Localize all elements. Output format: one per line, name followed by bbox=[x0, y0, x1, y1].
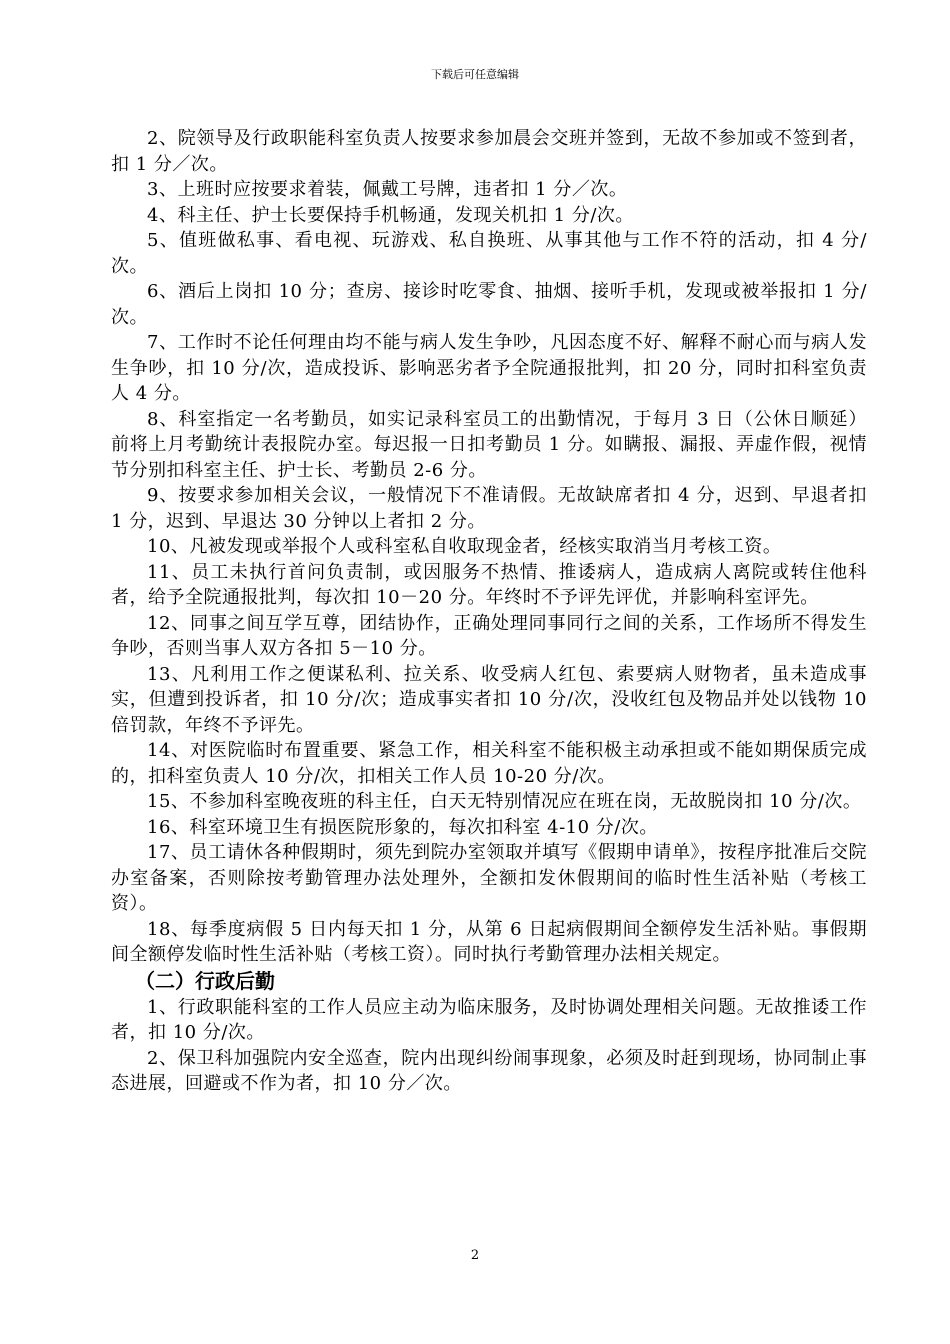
paragraph-item-8: 8、科室指定一名考勤员，如实记录科室员工的出勤情况，于每月 3 日（公休日顺延）前将上月考勤统计表报院办室。每迟报一日扣考勤员 1 分。如瞒报、漏报、弄虚作假，视情节分别扣科室主任、护士长、考勤员 2-6 分。 bbox=[111, 408, 867, 481]
paragraph-item-9: 9、按要求参加相关会议，一般情况下不准请假。无故缺席者扣 4 分，迟到、早退者扣 1 分，迟到、早退达 30 分钟以上者扣 2 分。 bbox=[111, 485, 867, 532]
admin-paragraph-item-1: 1、行政职能科室的工作人员应主动为临床服务，及时协调处理相关问题。无故推诿工作者，扣 10 分/次。 bbox=[111, 996, 867, 1043]
paragraph-item-14: 14、对医院临时布置重要、紧急工作，相关科室不能积极主动承担或不能如期保质完成的，扣科室负责人 10 分/次，扣相关工作人员 10-20 分/次。 bbox=[111, 740, 867, 787]
paragraph-item-16: 16、科室环境卫生有损医院形象的，每次扣科室 4-10 分/次。 bbox=[147, 816, 658, 838]
paragraph-item-3: 3、上班时应按要求着装，佩戴工号牌，违者扣 1 分／次。 bbox=[147, 179, 628, 200]
paragraph-item-11: 11、员工未执行首问负责制，或因服务不热情、推诿病人，造成病人离院或转住他科者，给予全院通报批判，每次扣 10－20 分。年终时不予评先评优，并影响科室评先。 bbox=[111, 561, 867, 608]
admin-paragraph-item-2: 2、保卫科加强院内安全巡查，院内出现纠纷闹事现象，必须及时赶到现场，协同制止事态进展，回避或不作为者，扣 10 分／次。 bbox=[111, 1047, 867, 1094]
paragraph-item-15: 15、不参加科室晚夜班的科主任，白天无特别情况应在班在岗，无故脱岗扣 10 分/次。 bbox=[147, 791, 862, 812]
page-number: 2 bbox=[470, 1248, 480, 1263]
paragraph-item-5: 5、值班做私事、看电视、玩游戏、私自换班、从事其他与工作不符的活动，扣 4 分/次。 bbox=[111, 230, 867, 277]
section-heading: （二）行政后勤 bbox=[135, 968, 275, 993]
paragraph-item-17: 17、员工请休各种假期时，须先到院办室领取并填写《假期申请单》，按程序批准后交院办室备案，否则除按考勤管理办法处理外，全额扣发休假期间的临时性生活补贴（考核工资）。 bbox=[111, 842, 867, 914]
header-note: 下载后可任意编辑 bbox=[431, 68, 519, 81]
document-body bbox=[111, 126, 867, 1097]
paragraph-item-13: 13、凡利用工作之便谋私利、拉关系、收受病人红包、索要病人财物者，虽未造成事实，但遭到投诉者，扣 10 分/次；造成事实者扣 10 分/次，没收红包及物品并处以钱物 10 倍罚款，年终不予评先。 bbox=[111, 663, 867, 736]
paragraph-item-18: 18、每季度病假 5 日内每天扣 1 分，从第 6 日起病假期间全额停发生活补贴。事假期间全额停发临时性生活补贴（考核工资）。同时执行考勤管理办法相关规定。 bbox=[111, 918, 867, 965]
paragraph-item-2: 2、院领导及行政职能科室负责人按要求参加晨会交班并签到，无故不参加或不签到者，扣 1 分／次。 bbox=[111, 128, 867, 175]
paragraph-item-7: 7、工作时不论任何理由均不能与病人发生争吵，凡因态度不好、解释不耐心而与病人发生争吵，扣 10 分/次，造成投诉、影响恶劣者予全院通报批判，扣 20 分，同时扣科室负责人 4 分。 bbox=[111, 332, 867, 404]
paragraph-item-4: 4、科主任、护士长要保持手机畅通，发现关机扣 1 分/次。 bbox=[147, 204, 634, 226]
paragraph-item-10: 10、凡被发现或举报个人或科室私自收取现金者，经核实取消当月考核工资。 bbox=[147, 536, 782, 557]
paragraph-item-6: 6、酒后上岗扣 10 分；查房、接诊时吃零食、抽烟、接听手机，发现或被举报扣 1 分/次。 bbox=[111, 281, 867, 328]
paragraph-item-12: 12、同事之间互学互尊，团结协作，正确处理同事同行之间的关系，工作场所不得发生争吵，否则当事人双方各扣 5－10 分。 bbox=[111, 612, 867, 659]
